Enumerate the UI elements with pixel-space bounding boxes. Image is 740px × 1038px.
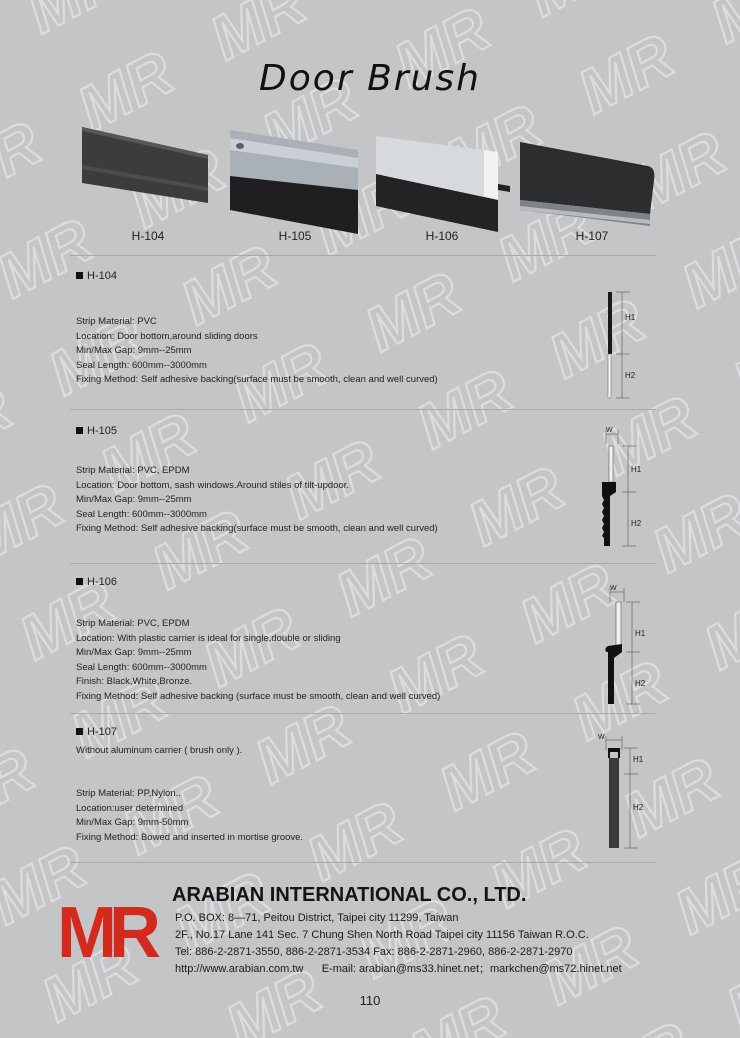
divider — [70, 255, 656, 256]
dimension-label-h1: H1 — [625, 313, 636, 322]
section-code: H-106 — [87, 576, 117, 588]
spec-line: Strip Material: PVC, EPDM — [76, 618, 190, 629]
product-image-h104 — [80, 125, 212, 205]
spec-line: Strip Material: PVC, EPDM — [76, 465, 190, 476]
spec-line: Seal Length: 600mm--3000mm — [76, 661, 207, 673]
section-code: H-105 — [87, 425, 117, 437]
company-address — [175, 910, 622, 978]
logo-text: MR — [57, 900, 153, 962]
page-title: Door Brush — [259, 58, 481, 99]
section-note-h107: Without aluminum carrier ( brush only ). — [76, 745, 243, 756]
product-label-h107: H-107 — [575, 229, 609, 243]
section-heading-h106 — [76, 576, 117, 588]
spec-line: Seal Length: 600mm--3000mm — [76, 508, 207, 520]
product-label-h105: H-105 — [278, 229, 312, 243]
spec-line: Fixing Method: Bowed and inserted in mortise groove. — [76, 831, 304, 843]
dimension-label-h1: H1 — [635, 629, 646, 638]
spec-list-h106 — [76, 617, 440, 705]
address-line: 2F., No.17 Lane 141 Sec. 7 Chung Shen North Road Taipei city 11156 Taiwan R.O.C. — [175, 929, 589, 941]
dimension-label-w: W — [610, 585, 617, 592]
address-line: Tel: 886-2-2871-3550, 886-2-2871-3534 Fax: 886-2-2871-2960, 886-2-2871-2970 — [175, 946, 573, 958]
dimension-label-h1: H1 — [633, 755, 644, 764]
product-label-h104: H-104 — [131, 229, 165, 243]
spec-line: Strip Material: PP,Nylon.. — [76, 788, 181, 799]
spec-list-h107 — [76, 787, 303, 845]
divider — [70, 409, 656, 410]
dimension-label-h2: H2 — [635, 679, 646, 688]
address-line: http://www.arabian.com.tw E-mail: arabian@ms33.hinet.net；markchen@ms72.hinet.net — [175, 963, 622, 975]
profile-diagram-h106 — [596, 582, 658, 708]
spec-line: Fixing Method: Self adhesive backing(surface must be smooth, clean and well curved) — [76, 523, 438, 535]
divider — [70, 713, 656, 714]
spec-list-h105 — [76, 464, 438, 537]
section-heading-h107 — [76, 726, 117, 738]
product-image-h106 — [374, 134, 520, 234]
spec-line: Location: Door bottom, sash windows.Around stiles of tilt-updoor. — [76, 479, 350, 491]
bullet-square-icon — [76, 578, 83, 585]
dimension-label-w: W — [606, 427, 613, 434]
spec-line: Min/Max Gap: 9mm--25mm — [76, 647, 192, 659]
spec-line: Min/Max Gap: 9mm--25mm — [76, 494, 192, 506]
spec-line: Location:user determined — [76, 802, 184, 814]
divider — [70, 862, 656, 863]
divider — [70, 563, 656, 564]
bullet-square-icon — [76, 427, 83, 434]
profile-diagram-h105 — [594, 426, 656, 550]
section-heading-h105 — [76, 425, 117, 437]
company-logo — [57, 900, 165, 962]
product-image-h105 — [228, 128, 360, 236]
dimension-label-h2: H2 — [625, 371, 636, 380]
spec-line: Finish: Black,White,Bronze. — [76, 676, 193, 688]
company-name: ARABIAN INTERNATIONAL CO., LTD. — [172, 884, 527, 906]
section-code: H-104 — [87, 270, 117, 282]
bullet-square-icon — [76, 728, 83, 735]
dimension-label-h2: H2 — [631, 519, 642, 528]
spec-list-h104 — [76, 315, 438, 388]
spec-line: Location: Door bottom,around sliding doors — [76, 330, 258, 342]
spec-line: Min/Max Gap: 9mm-50mm — [76, 817, 189, 829]
section-heading-h104 — [76, 270, 117, 282]
spec-line: Min/Max Gap: 9mm--25mm — [76, 345, 192, 357]
spec-line: Fixing Method: Self adhesive backing (surface must be smooth, clean and well curved) — [76, 690, 441, 702]
profile-diagram-h104 — [596, 290, 656, 402]
page-number: 110 — [359, 993, 381, 1008]
spec-line: Strip Material: PVC — [76, 316, 157, 327]
bullet-square-icon — [76, 272, 83, 279]
spec-line: Fixing Method: Self adhesive backing(surface must be smooth, clean and well curved) — [76, 374, 438, 386]
address-line: P.O. BOX: 8—71, Peitou District, Taipei city 11299, Taiwan — [175, 912, 459, 924]
dimension-label-h2: H2 — [633, 803, 644, 812]
profile-diagram-h107 — [592, 730, 658, 852]
product-image-h107 — [518, 140, 660, 232]
dimension-label-h1: H1 — [631, 465, 642, 474]
product-label-h106: H-106 — [425, 229, 459, 243]
spec-line: Seal Length: 600mm--3000mm — [76, 359, 207, 371]
spec-line: Location: With plastic carrier is ideal for single,double or sliding — [76, 632, 341, 644]
dimension-label-w: W — [598, 734, 605, 741]
section-code: H-107 — [87, 726, 117, 738]
